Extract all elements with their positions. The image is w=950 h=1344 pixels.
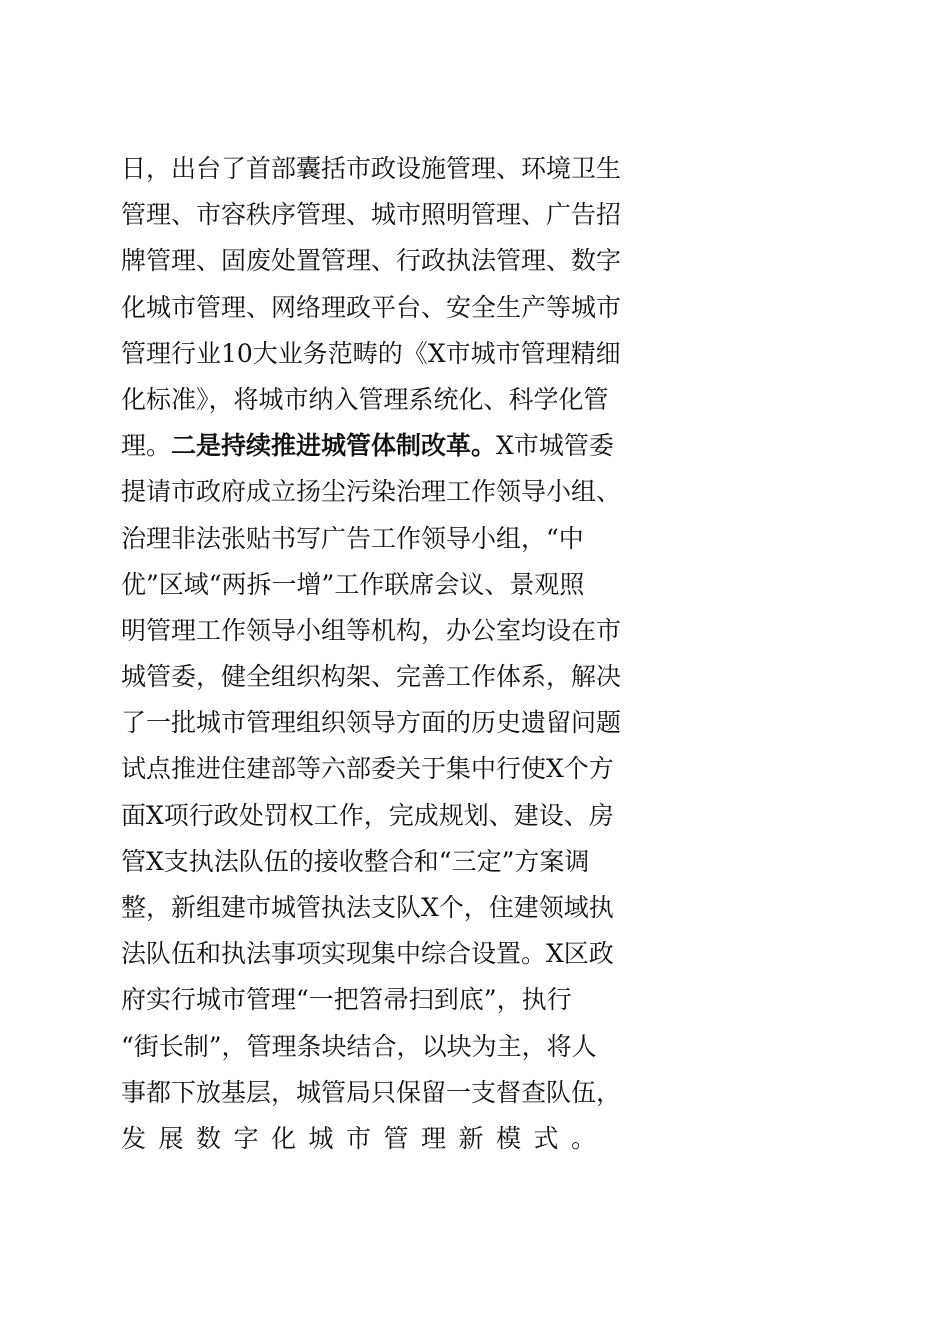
body-text-segment: 管理、市容秩序管理、城市照明管理、广告招 (121, 200, 622, 230)
body-text-segment: 发展数字化城市管理新模式。 (121, 1123, 609, 1153)
body-text-segment: 整，新组建市城管执法支队X个，住建领域执 (121, 893, 614, 922)
text-line (121, 1024, 813, 1070)
body-text-segment: 法队伍和执法事项实现集中综合设置。X区政 (121, 939, 614, 969)
body-text-segment: 优”区域“两拆一增”工作联席会议、景观照 (121, 569, 585, 599)
body-text-segment: 面X项行政处罚权工作，完成规划、建设、房 (121, 800, 614, 830)
body-text-segment: 日，出台了首部囊括市政设施管理、环境卫生 (121, 154, 622, 183)
body-text-segment: 化标准》，将城市纳入管理系统化、科学化管 (121, 384, 609, 414)
body-text-segment: 提请市政府成立扬尘污染治理工作领导小组、 (121, 477, 622, 507)
text-line (121, 793, 813, 839)
text-line (121, 285, 813, 331)
text-line (121, 977, 813, 1023)
text-line (121, 608, 813, 654)
text-line (121, 1070, 813, 1116)
body-text-segment: 了一批城市管理组织领导方面的历史遗留问题 (121, 708, 622, 738)
text-line (121, 1116, 813, 1162)
body-text-segment: 城管委，健全组织构架、完善工作体系，解决 (121, 662, 622, 692)
body-text-segment: 明管理工作领导小组等机构，办公室均设在市 (121, 615, 622, 645)
body-text-segment: 治理非法张贴书写广告工作领导小组，“中 (121, 523, 584, 553)
text-line (121, 331, 813, 377)
bold-heading-text: 二是持续推进城管体制改革。 (171, 431, 497, 461)
text-line (121, 192, 813, 238)
text-line (121, 562, 813, 608)
text-line (121, 885, 813, 931)
text-line (121, 516, 813, 562)
text-line (121, 238, 813, 284)
text-line (121, 931, 813, 977)
text-line (121, 654, 813, 700)
body-text-segment: 牌管理、固废处置管理、行政执法管理、数字 (121, 246, 622, 276)
body-text-segment: 事都下放基层，城管局只保留一支督查队伍， (121, 1077, 622, 1107)
text-line (121, 377, 813, 423)
body-text-segment: 理。 (121, 431, 172, 461)
text-line (121, 146, 813, 192)
body-text-segment: X市城管委 (496, 431, 614, 461)
body-text-segment: “街长制”，管理条块结合，以块为主，将人 (121, 1031, 597, 1061)
text-line (121, 423, 813, 469)
text-line (121, 700, 813, 746)
body-text-segment: 试点推进住建部等六部委关于集中行使X个方 (121, 754, 614, 784)
body-text-segment: 化城市管理、网络理政平台、安全生产等城市 (121, 292, 622, 322)
body-text-segment: 管理行业10大业务范畴的《X市城市管理精细 (121, 338, 621, 368)
text-line (121, 469, 813, 515)
body-text-segment: 管X支执法队伍的接收整合和“三定”方案调 (121, 846, 590, 876)
text-line (121, 839, 813, 885)
body-text-segment: 府实行城市管理“一把笤帚扫到底”，执行 (121, 985, 572, 1015)
text-line (121, 746, 813, 792)
body-text (121, 146, 813, 1162)
